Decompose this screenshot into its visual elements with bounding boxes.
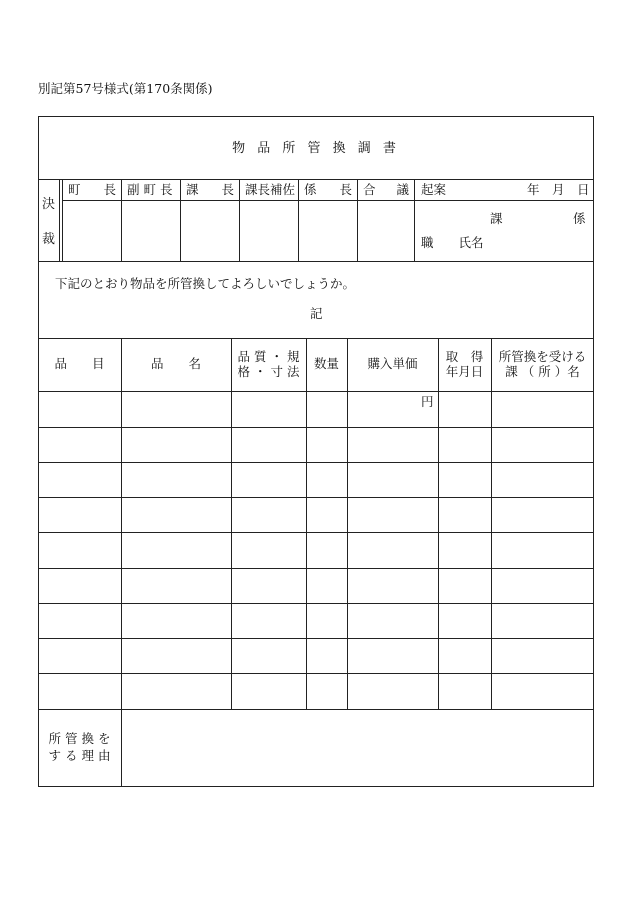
header-quantity: 数量 [313,356,339,371]
role-subsection-chief-label: 係 長 [304,182,352,197]
divider [59,179,60,262]
table-row [38,462,594,463]
divider [414,200,594,201]
divider [347,338,348,709]
section-label: 課 [490,211,503,226]
header-acquired-line2: 年月日 [445,364,484,379]
header-receiver-line1: 所管換を受ける [498,349,587,364]
table-row [38,673,594,674]
role-section-chief-label: 課 長 [186,182,234,197]
divider [438,338,439,709]
approval-label-top: 決 [42,197,56,212]
header-item: 品 目 [54,356,105,371]
record-label: 記 [310,306,323,321]
table-row [38,391,594,392]
table-row [38,638,594,639]
divider [38,261,594,262]
header-unit-price: 購入単価 [367,356,418,371]
table-row [38,532,594,533]
header-acquired-line1: 取 得 [445,349,484,364]
table-row [38,603,594,604]
divider [62,179,63,262]
role-consultation-label: 合 議 [363,182,409,197]
draft-label: 起案 [421,182,447,197]
divider [491,338,492,709]
header-receiver-line2: 課 （ 所 ）名 [505,364,580,379]
divider [62,200,415,201]
divider [121,709,122,786]
divider [306,338,307,709]
reason-label-line1: 所 管 換 を [48,731,111,746]
table-row [38,427,594,428]
divider [357,179,358,262]
form-number: 別記第57号様式(第170条関係) [38,81,213,96]
form-title: 物 品 所 管 換 調 書 [232,141,400,156]
table-row [38,497,594,498]
currency-unit: 円 [421,394,434,409]
divider [298,179,299,262]
staff-name-label: 職 氏名 [421,235,484,250]
divider [239,179,240,262]
role-mayor-label: 町 長 [68,182,116,197]
divider [180,179,181,262]
header-quality-line1: 品 質 ・ 規 [237,349,300,364]
header-quality-line2: 格 ・ 寸 法 [237,364,300,379]
header-name: 品 名 [150,356,201,371]
subsection-label: 係 [573,211,586,226]
role-deputy-mayor-label: 副 町 長 [127,182,173,197]
divider [231,338,232,709]
divider [414,179,415,262]
request-text: 下記のとおり物品を所管換してよろしいでしょうか。 [55,276,356,291]
table-row [38,568,594,569]
draft-date-label: 年 月 日 [527,182,590,197]
role-assistant-chief-label: 課長補佐 [245,182,296,197]
reason-label-line2: す る 理 由 [48,748,111,763]
approval-label-bottom: 裁 [42,232,56,247]
divider [121,179,122,262]
divider [121,338,122,709]
